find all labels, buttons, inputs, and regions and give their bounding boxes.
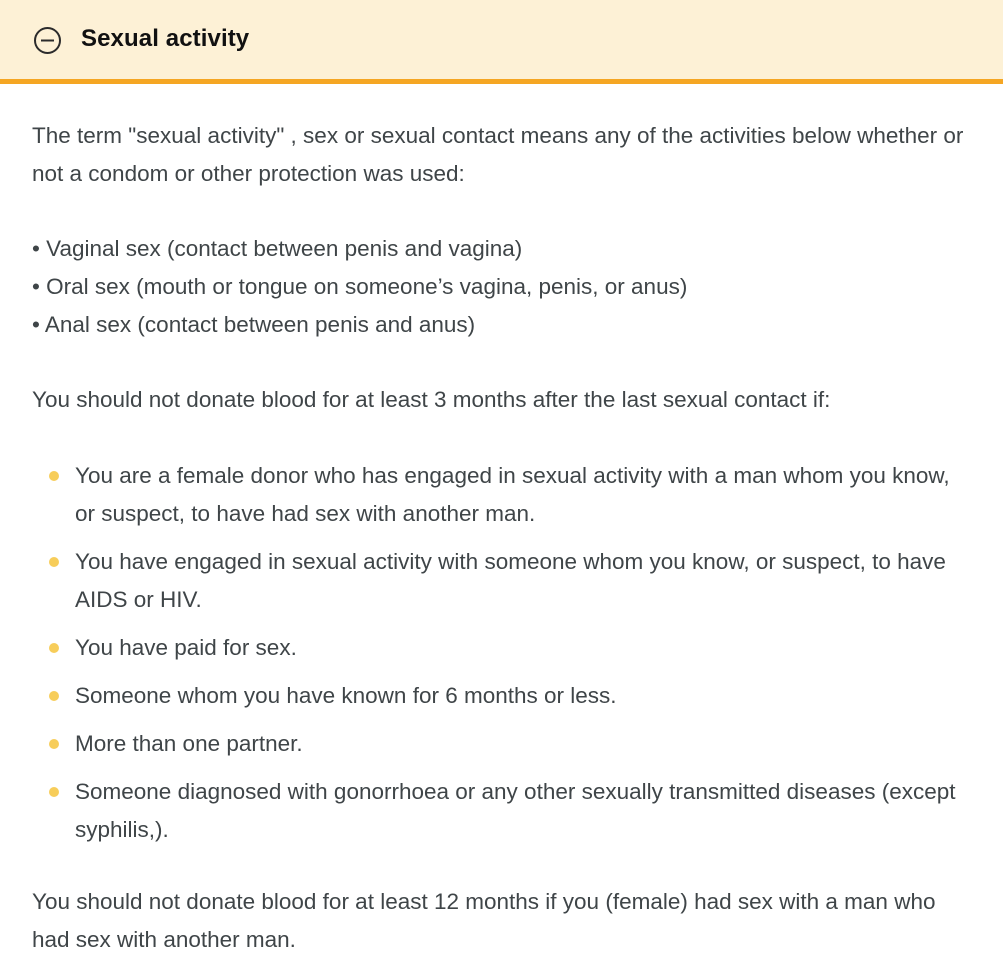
- condition-item: You have paid for sex.: [32, 629, 972, 667]
- condition-item: More than one partner.: [32, 725, 972, 763]
- activity-item: • Vaginal sex (contact between penis and vagina): [32, 236, 523, 261]
- minus-circle-icon[interactable]: [33, 26, 62, 55]
- accordion-header[interactable]: [0, 0, 1003, 84]
- condition-list: [32, 457, 972, 859]
- condition-item: Someone whom you have known for 6 months or less.: [32, 677, 972, 715]
- activity-item: • Oral sex (mouth or tongue on someone’s vagina, penis, or anus): [32, 274, 688, 299]
- condition-item: You have engaged in sexual activity with someone whom you know, or suspect, to have AIDS or HIV.: [32, 543, 972, 619]
- three-month-paragraph: You should not donate blood for at least 3 months after the last sexual contact if:: [32, 387, 831, 412]
- activity-item: • Anal sex (contact between penis and anus): [32, 312, 476, 337]
- twelve-month-paragraph: You should not donate blood for at least 12 months if you (female) had sex with a man who had sex with another man.: [32, 889, 936, 952]
- condition-item: You are a female donor who has engaged in sexual activity with a man whom you know, or suspect, to have had sex with another man.: [32, 457, 972, 533]
- intro-paragraph: The term "sexual activity" , sex or sexual contact means any of the activities below whether or not a condom or other protection was used:: [32, 123, 964, 186]
- accordion-title: Sexual activity: [81, 25, 250, 52]
- condition-item: Someone diagnosed with gonorrhoea or any other sexually transmitted diseases (except syphilis,).: [32, 773, 972, 849]
- activity-list: [32, 230, 687, 344]
